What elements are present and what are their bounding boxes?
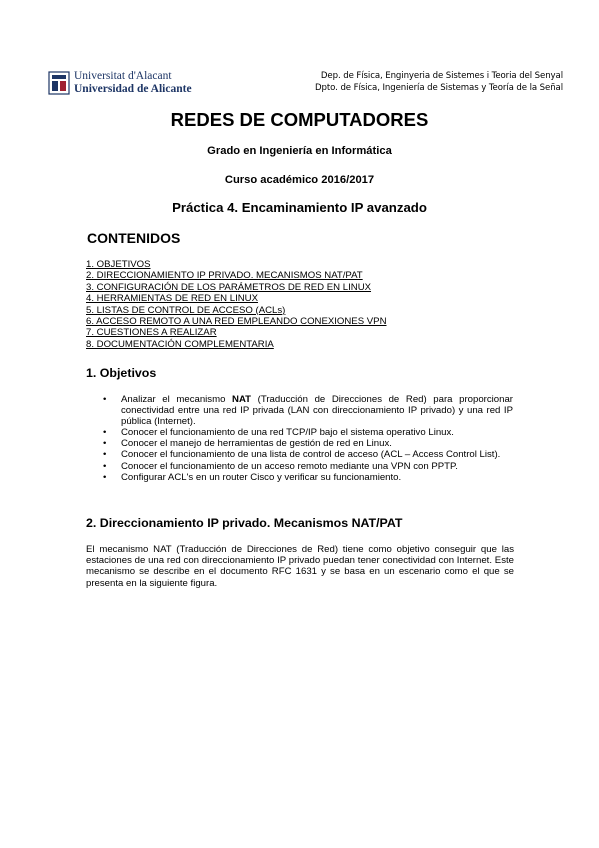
list-item: • Conocer el manejo de herramientas de gestión de red en Linux.: [103, 438, 392, 450]
toc-link-herramientas[interactable]: 4. HERRAMIENTAS DE RED EN LINUX: [86, 293, 259, 305]
bullet-icon: •: [103, 438, 107, 450]
list-item: • Conocer el funcionamiento de un acceso remoto mediante una VPN con PPTP.: [103, 460, 458, 472]
practice-title: Práctica 4. Encaminamiento IP avanzado: [172, 200, 427, 215]
bullet-icon: •: [103, 394, 107, 405]
section-heading-nat: 2. Direccionamiento IP privado. Mecanismos NAT/PAT: [86, 516, 403, 530]
bullet-icon: •: [103, 460, 107, 472]
page-header: [48, 66, 563, 100]
table-of-contents: [86, 259, 387, 350]
list-item: • Configurar ACL's en un router Cisco y verificar su funcionamiento.: [103, 472, 402, 484]
toc-link-listas-control[interactable]: 5. LISTAS DE CONTROL DE ACCESO (ACLs): [86, 304, 286, 316]
department-names: [315, 70, 563, 94]
toc-link-objetivos[interactable]: 1. OBJETIVOS: [86, 259, 151, 270]
university-name-es: Universidad de Alicante: [74, 83, 192, 95]
toc-link-direccionamiento[interactable]: 2. DIRECCIONAMIENTO IP PRIVADO. MECANISMOS NAT/PAT: [86, 270, 363, 282]
department-name-va: Dep. de Física, Enginyeria de Sistemes i Teoria del Senyal: [320, 71, 563, 81]
document-title: REDES DE COMPUTADORES: [170, 109, 429, 130]
nat-paragraph: El mecanismo NAT (Traducción de Direcciones de Red) tiene como objetivo conseguir que las estaciones de una red con direccionamiento IP privado puedan tener conectividad con Internet. Este mecanismo se describe en el documento RFC 1631 y se basa en un escenario como el que se presenta en la siguiente figura.: [86, 544, 514, 589]
university-logo: [48, 70, 192, 96]
list-item: • Analizar el mecanismo NAT (Traducción de Direcciones de Red) para proporcionar conectividad entre una red IP privada (LAN con direccionamiento IP privado) y una red IP pública (Internet).: [103, 394, 513, 427]
list-item: • Conocer el funcionamiento de una red TCP/IP bajo el sistema operativo Linux.: [103, 426, 454, 438]
bullet-icon: •: [103, 426, 107, 438]
list-item: • Conocer el funcionamiento de una lista de control de acceso (ACL – Access Control List).: [103, 449, 501, 461]
objectives-list: [103, 395, 513, 484]
toc-link-acceso-remoto[interactable]: 6. ACCESO REMOTO A UNA RED EMPLEANDO CONEXIONES VPN: [86, 316, 387, 328]
contents-heading: CONTENIDOS: [87, 230, 181, 246]
toc-link-cuestiones[interactable]: 7. CUESTIONES A REALIZAR: [86, 327, 217, 339]
toc-link-configuracion[interactable]: 3. CONFIGURACIÓN DE LOS PARÁMETROS DE RED EN LINUX: [86, 281, 372, 293]
section-heading-objetivos: 1. Objetivos: [86, 366, 157, 380]
department-name-es: Dpto. de Física, Ingeniería de Sistemas y Teoría de la Señal: [315, 83, 563, 93]
bullet-icon: •: [103, 449, 107, 461]
degree-subtitle: Grado en Ingeniería en Informática: [207, 145, 392, 157]
toc-link-documentacion[interactable]: 8. DOCUMENTACIÓN COMPLEMENTARIA: [86, 338, 274, 350]
academic-year: Curso académico 2016/2017: [224, 174, 375, 186]
university-emblem-icon: [48, 71, 70, 95]
university-name-va: Universitat d'Alacant: [74, 70, 172, 82]
bullet-icon: •: [103, 472, 107, 484]
